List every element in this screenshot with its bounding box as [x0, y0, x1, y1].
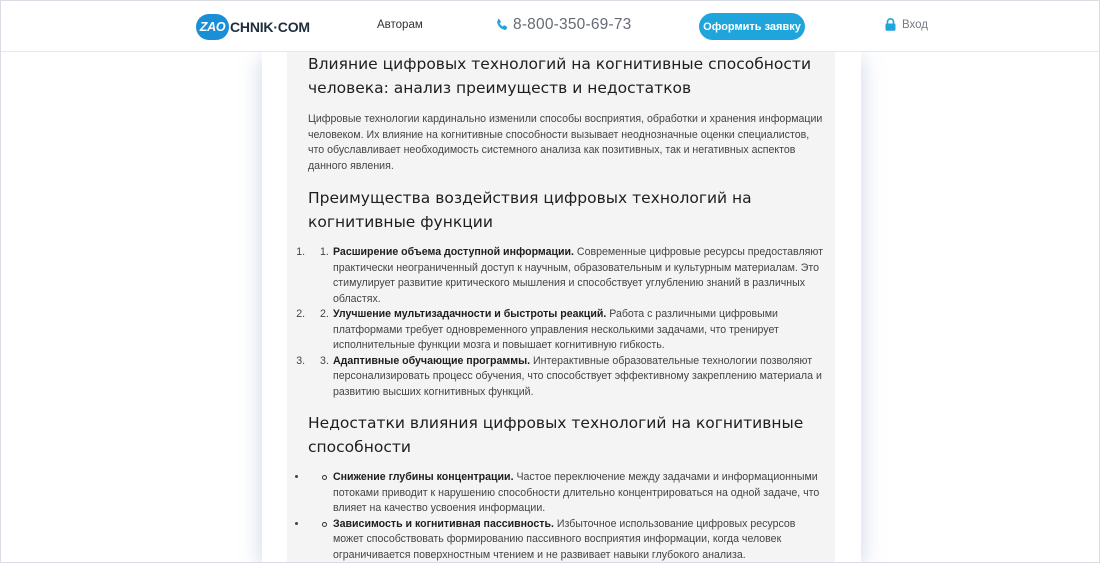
list-item-bold: Расширение объема доступной информации.	[333, 246, 574, 258]
disadvantages-list	[308, 470, 823, 563]
login-link[interactable]	[885, 18, 928, 31]
advantages-list	[308, 245, 823, 400]
logo-text: CHNIK·COM	[230, 19, 310, 35]
list-item-text: Частое переключение между задачами и информационными потоками приводит к нарушению способности длительно концентрироваться на одной задаче, что влияет на качество усвоения информации.	[333, 471, 820, 514]
list-item-text: Избыточное использование цифровых ресурсов может способствовать формированию пассивного восприятия информации, когда человек ограничивается поверхностным чтением и не развивает навыки глубокого анализа.	[333, 517, 796, 561]
list-item-text: Интерактивные образовательные технологии позволяют персонализировать процесс обучения, что способствует эффективному закреплению материала и развитию высших когнитивных функций.	[333, 354, 822, 398]
list-item	[308, 307, 823, 354]
list-item	[308, 354, 823, 401]
list-item-bold: Снижение глубины концентрации.	[333, 471, 514, 483]
list-marker: 2. 2.	[320, 308, 329, 320]
phone-number: 8-800-350-69-73	[513, 16, 632, 33]
list-item-bold: Адаптивные обучающие программы.	[333, 354, 531, 367]
bullet-circle-icon	[322, 522, 327, 527]
disadvantages-heading: Недостатки влияния цифровых технологий на когнитивные способности	[308, 414, 804, 456]
article-body	[287, 52, 835, 563]
login-label: Вход	[902, 18, 929, 31]
lock-icon	[885, 18, 896, 31]
phone-link[interactable]	[495, 16, 631, 34]
site-header	[1, 1, 1099, 52]
article-intro: Цифровые технологии кардинально изменили способы восприятия, обработки и хранения информации человеком. Их влияние на когнитивные способности вызывает неоднозначные оценки специалистов, что обуславливает необходимость системного анализа как позитивных, так и негативных аспектов данного явления.	[308, 113, 823, 172]
logo-badge: ZAO	[196, 14, 229, 40]
list-marker: 3. 3.	[320, 354, 329, 367]
list-item-text: Современные цифровые ресурсы предоставляют практически неограниченный доступ к научным, образовательным и культурным материалам. Это стимулирует развитие критического мышления и способствует углублению знаний в различных областях.	[333, 246, 823, 305]
list-marker: 1. 1.	[320, 246, 329, 258]
list-item-bold: Зависимость и когнитивная пассивность.	[333, 517, 554, 530]
list-item	[308, 517, 823, 563]
article-title: Влияние цифровых технологий на когнитивные способности человека: анализ преимуществ и недостатков	[308, 55, 812, 97]
advantages-heading: Преимущества воздействия цифровых технологий на когнитивные функции	[308, 189, 752, 231]
list-item-bold: Улучшение мультизадачности и быстроты реакций.	[333, 308, 607, 320]
order-button[interactable]: Оформить заявку	[699, 13, 805, 40]
list-item	[308, 245, 823, 307]
nav-link-authors[interactable]: Авторам	[377, 19, 423, 31]
bullet-circle-icon	[322, 475, 327, 480]
list-item	[308, 470, 823, 517]
site-logo[interactable]	[196, 14, 310, 40]
list-item-text: Работа с различными цифровыми платформами требует одновременного управления несколькими задачами, что тренирует исполнительные функции мозга и повышает когнитивную гибкость.	[333, 308, 779, 351]
phone-icon	[495, 18, 509, 32]
